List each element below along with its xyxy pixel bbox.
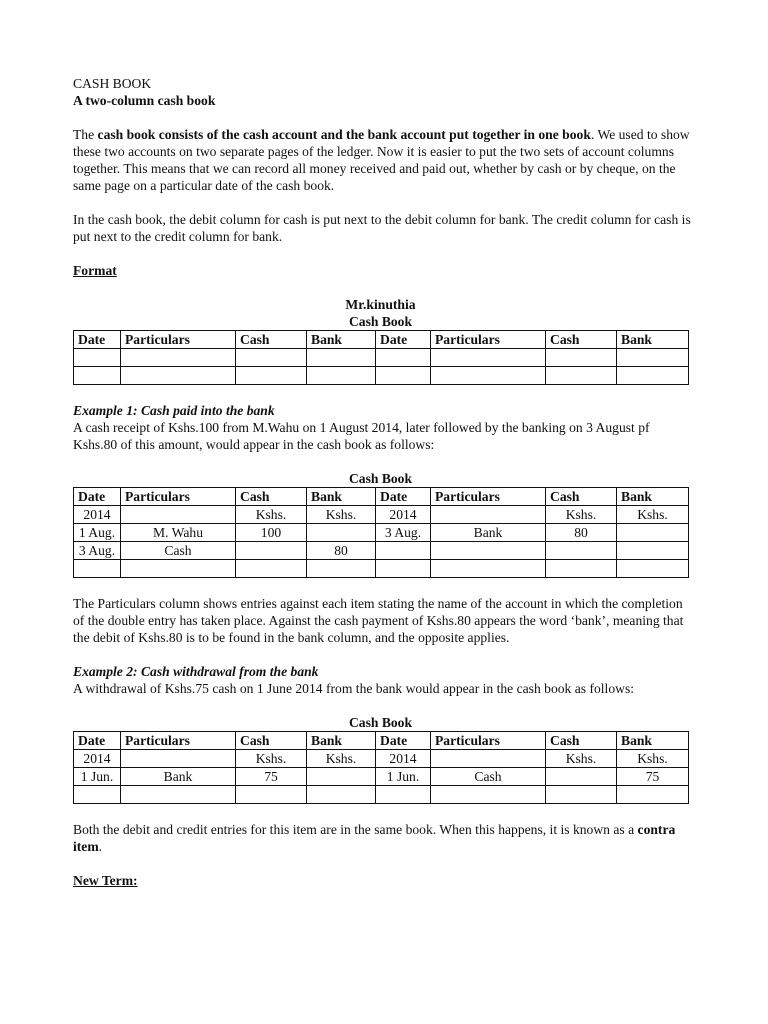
contra-lead: Both the debit and credit entries for this item are in the same book. When this happens, it is known as a (73, 822, 638, 837)
format-table-title: Cash Book (348, 314, 413, 329)
table-cell: 2014 (376, 506, 431, 524)
column-header: Bank (617, 331, 689, 349)
column-header: Cash (236, 331, 307, 349)
example1-text: A cash receipt of Kshs.100 from M.Wahu on 1 August 2014, later followed by the banking on 3 August pf Kshs.80 of this amount, would appear in the cash book as follows: (73, 420, 650, 452)
table-row (74, 768, 689, 786)
table-cell (546, 542, 617, 560)
column-header: Cash (546, 331, 617, 349)
table-row (74, 542, 689, 560)
column-header: Date (376, 732, 431, 750)
table-cell (431, 560, 546, 578)
table-row (74, 349, 689, 367)
table-cell (431, 506, 546, 524)
table-cell: 2014 (74, 506, 121, 524)
table-cell (307, 768, 376, 786)
format-table (73, 330, 689, 385)
intro-paragraph (73, 126, 693, 194)
table-cell: Kshs. (617, 506, 689, 524)
column-header: Date (74, 331, 121, 349)
table-cell: Bank (431, 524, 546, 542)
intro-tail: . We used to show these two accounts on two separate pages of the ledger. Now it is easier to put the two sets of account columns together. This means that we can record all money received and paid out, whether by cash or by cheque, on the same page on a particular date of the cash book. (73, 127, 690, 193)
table-cell (121, 560, 236, 578)
table-cell (617, 542, 689, 560)
table-cell: 1 Jun. (376, 768, 431, 786)
table-cell (307, 560, 376, 578)
column-header: Cash (546, 488, 617, 506)
table-cell: Kshs. (546, 750, 617, 768)
table-cell: 75 (617, 768, 689, 786)
table-cell: M. Wahu (121, 524, 236, 542)
table-cell: 1 Aug. (74, 524, 121, 542)
intro-lead: The (73, 127, 98, 142)
table-cell (546, 768, 617, 786)
table-cell: Kshs. (236, 750, 307, 768)
column-header: Bank (617, 732, 689, 750)
table-cell (121, 786, 236, 804)
table-cell (74, 560, 121, 578)
table-cell (431, 542, 546, 560)
format-owner: Mr.kinuthia (345, 297, 416, 312)
table-cell (121, 506, 236, 524)
column-header: Cash (546, 732, 617, 750)
table-row (74, 750, 689, 768)
column-header: Particulars (431, 488, 546, 506)
column-header: Particulars (431, 732, 546, 750)
table-cell (236, 786, 307, 804)
doc-title: CASH BOOK (73, 76, 152, 91)
table-cell: 3 Aug. (376, 524, 431, 542)
column-header: Cash (236, 488, 307, 506)
debit-credit-paragraph: In the cash book, the debit column for cash is put next to the debit column for bank. The credit column for cash is put next to the credit column for bank. (73, 212, 691, 244)
table-header-row (74, 488, 689, 506)
table-cell (74, 786, 121, 804)
table-cell: Kshs. (307, 506, 376, 524)
table-cell (617, 524, 689, 542)
example1-table-title: Cash Book (348, 471, 413, 486)
table-cell (307, 524, 376, 542)
table-cell: 75 (236, 768, 307, 786)
document-page (73, 75, 693, 889)
column-header: Particulars (431, 331, 546, 349)
table-cell: 2014 (376, 750, 431, 768)
table-cell (617, 560, 689, 578)
table-cell: 2014 (74, 750, 121, 768)
table-cell: Kshs. (617, 750, 689, 768)
table-cell: Cash (121, 542, 236, 560)
table-cell: 100 (236, 524, 307, 542)
doc-subtitle: A two-column cash book (73, 93, 216, 108)
table-cell: Bank (121, 768, 236, 786)
contra-tail: . (98, 839, 103, 854)
particulars-paragraph: The Particulars column shows entries against each item stating the name of the account in which the completion of the double entry has taken place. Against the cash payment of Kshs.80 appears the word ‘bank’, meaning that the debit of Kshs.80 is to be found in the bank column, and the opposite applies. (73, 596, 684, 645)
example1-heading: Example 1: Cash paid into the bank (73, 403, 275, 418)
column-header: Cash (236, 732, 307, 750)
table-cell: Kshs. (307, 750, 376, 768)
intro-bold: cash book consists of the cash account and the bank account put together in one book (97, 127, 591, 142)
table-cell (236, 560, 307, 578)
column-header: Bank (307, 732, 376, 750)
table-cell: 80 (307, 542, 376, 560)
table-cell (431, 750, 546, 768)
column-header: Bank (307, 488, 376, 506)
new-term-heading: New Term: (73, 873, 138, 888)
table-cell: 3 Aug. (74, 542, 121, 560)
table-cell (376, 560, 431, 578)
table-cell (376, 786, 431, 804)
example2-heading: Example 2: Cash withdrawal from the bank (73, 664, 319, 679)
column-header: Bank (307, 331, 376, 349)
table-cell: 1 Jun. (74, 768, 121, 786)
column-header: Date (376, 488, 431, 506)
table-cell (236, 542, 307, 560)
table-row (74, 560, 689, 578)
table-cell (431, 786, 546, 804)
contra-paragraph (73, 821, 693, 855)
column-header: Particulars (121, 732, 236, 750)
column-header: Particulars (121, 331, 236, 349)
table-cell: Cash (431, 768, 546, 786)
table-cell (546, 786, 617, 804)
column-header: Date (74, 732, 121, 750)
table-row (74, 524, 689, 542)
table-header-row (74, 732, 689, 750)
table-cell (546, 560, 617, 578)
contra-bold: contra item (73, 822, 676, 854)
example1-table (73, 487, 689, 578)
table-cell: 80 (546, 524, 617, 542)
column-header: Date (74, 488, 121, 506)
example2-table-title: Cash Book (348, 715, 413, 730)
table-cell: Kshs. (236, 506, 307, 524)
table-row (74, 367, 689, 385)
column-header: Bank (617, 488, 689, 506)
table-cell (121, 750, 236, 768)
table-cell (376, 542, 431, 560)
column-header: Date (376, 331, 431, 349)
column-header: Particulars (121, 488, 236, 506)
table-row (74, 506, 689, 524)
example2-table (73, 731, 689, 804)
table-cell (307, 786, 376, 804)
table-cell: Kshs. (546, 506, 617, 524)
table-cell (617, 786, 689, 804)
example2-text: A withdrawal of Kshs.75 cash on 1 June 2014 from the bank would appear in the cash book as follows: (73, 681, 635, 696)
table-row (74, 786, 689, 804)
format-heading: Format (73, 263, 117, 278)
table-header-row (74, 331, 689, 349)
